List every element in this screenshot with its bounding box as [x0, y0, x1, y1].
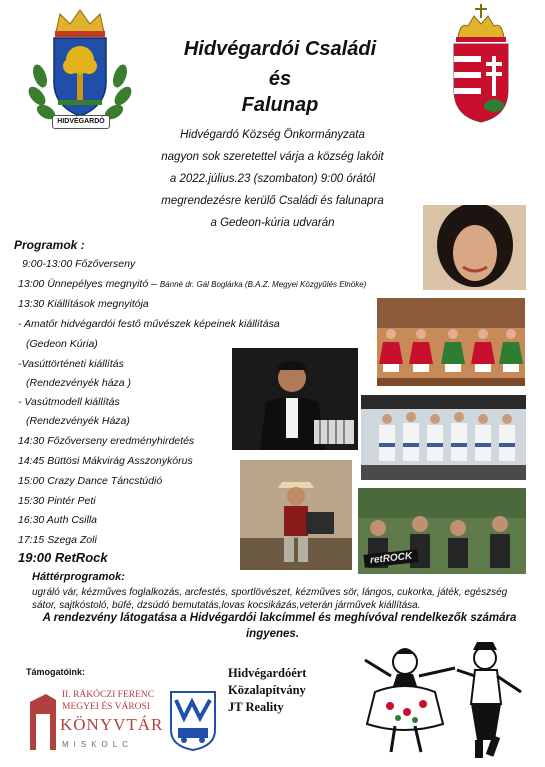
intro-line-3: a 2022.július.23 (szombaton) 9:00 órától: [169, 173, 376, 185]
program-item: 14:45 Büttösi Mákvirág Asszonykórus: [18, 455, 193, 467]
notice-line-1: A rendezvény látogatása a Hidvégardói lakcímmel és meghívóval rendelkezők számára: [42, 612, 517, 624]
program-item-note: Bánné dr. Gál Boglárka (B.A.Z. Megyei Közgyűlés Elnöke): [159, 280, 367, 289]
village-coat-of-arms: [28, 6, 132, 132]
title-line-3: Falunap: [241, 94, 319, 116]
folk-dancers-illustration: [335, 640, 535, 762]
library-line-4: MISKOLC: [62, 740, 134, 749]
program-item: -Vasúttörténeti kiállítás: [18, 358, 124, 370]
library-line-1: II. RÁKÓCZI FERENC: [62, 690, 155, 700]
program-item-time: 13:00 Ünnepélyes megnyitó –: [18, 278, 160, 290]
program-item: 9:00-13:00 Főzőverseny: [22, 258, 136, 270]
coat-of-arms-banner: HIDVÉGARDÓ: [52, 115, 110, 129]
notice-line-2: ingyenes.: [245, 628, 300, 640]
program-item: 17:15 Szega Zoli: [18, 534, 97, 546]
program-item: [18, 278, 366, 290]
dancers-photo: [377, 298, 525, 386]
program-item: 15:00 Crazy Dance Táncstúdió: [18, 475, 163, 487]
program-highlight: 19:00 RetRock: [18, 550, 108, 565]
library-logo: [28, 688, 164, 758]
accordion-player-photo: [240, 460, 352, 570]
sponsors-label: Támogatóink:: [26, 667, 86, 677]
hungarian-coat-of-arms: [446, 4, 516, 124]
library-line-3: KÖNYVTÁR: [60, 715, 164, 734]
background-text: ugráló vár, kézműves foglalkozás, arcfestés, sportlövészet, kézműves sör, lángos, cukorka, játék, egészség sátor, sajtkóstoló, büfé, dzsúdó bemutatás,lovas kocsikázás,veterán járművek kiállítása.: [32, 587, 508, 611]
program-item: 16:30 Auth Csilla: [18, 514, 97, 526]
program-heading: Programok :: [14, 238, 85, 252]
title-line-2: és: [268, 68, 292, 90]
library-line-2: MEGYEI ÉS VÁROSI: [62, 702, 150, 712]
sponsor-org-1: Hidvégardóért: [228, 666, 307, 680]
program-item: - Vasútmodell kiállítás: [18, 396, 120, 408]
intro-line-5: a Gedeon-kúria udvarán: [210, 217, 335, 229]
choir-photo: [361, 395, 526, 480]
musician-photo: [232, 348, 358, 450]
singer-portrait-photo: [423, 205, 526, 290]
sponsor-org-3: JT Reality: [228, 700, 284, 714]
program-item: (Rendezvényék Háza): [26, 415, 130, 427]
retrock-band-photo: [358, 488, 526, 574]
program-item: (Gedeon Kúria): [26, 338, 98, 350]
railway-club-logo: [168, 688, 218, 752]
intro-line-2: nagyon sok szeretettel várja a község lakóit: [161, 151, 384, 163]
program-item: 15:30 Pintér Peti: [18, 495, 96, 507]
program-item: 13:30 Kiállítások megnyitója: [18, 298, 149, 310]
program-item: (Rendezvényék háza ): [26, 377, 132, 389]
program-item: - Amatőr hidvégardói festő művészek képeinek kiállítása: [18, 318, 280, 330]
title-line-1: Hidvégardói Családi: [183, 38, 377, 60]
program-item: 14:30 Főzőverseny eredményhirdetés: [18, 435, 195, 447]
intro-line-1: Hidvégardó Község Önkormányzata: [180, 129, 365, 141]
retrock-logo: retROCK: [363, 549, 418, 568]
sponsor-org-2: Közalapítvány: [228, 683, 306, 697]
background-heading: Háttérprogramok:: [32, 571, 125, 583]
intro-line-4: megrendezésre kerülő Családi és falunapra: [161, 195, 384, 207]
